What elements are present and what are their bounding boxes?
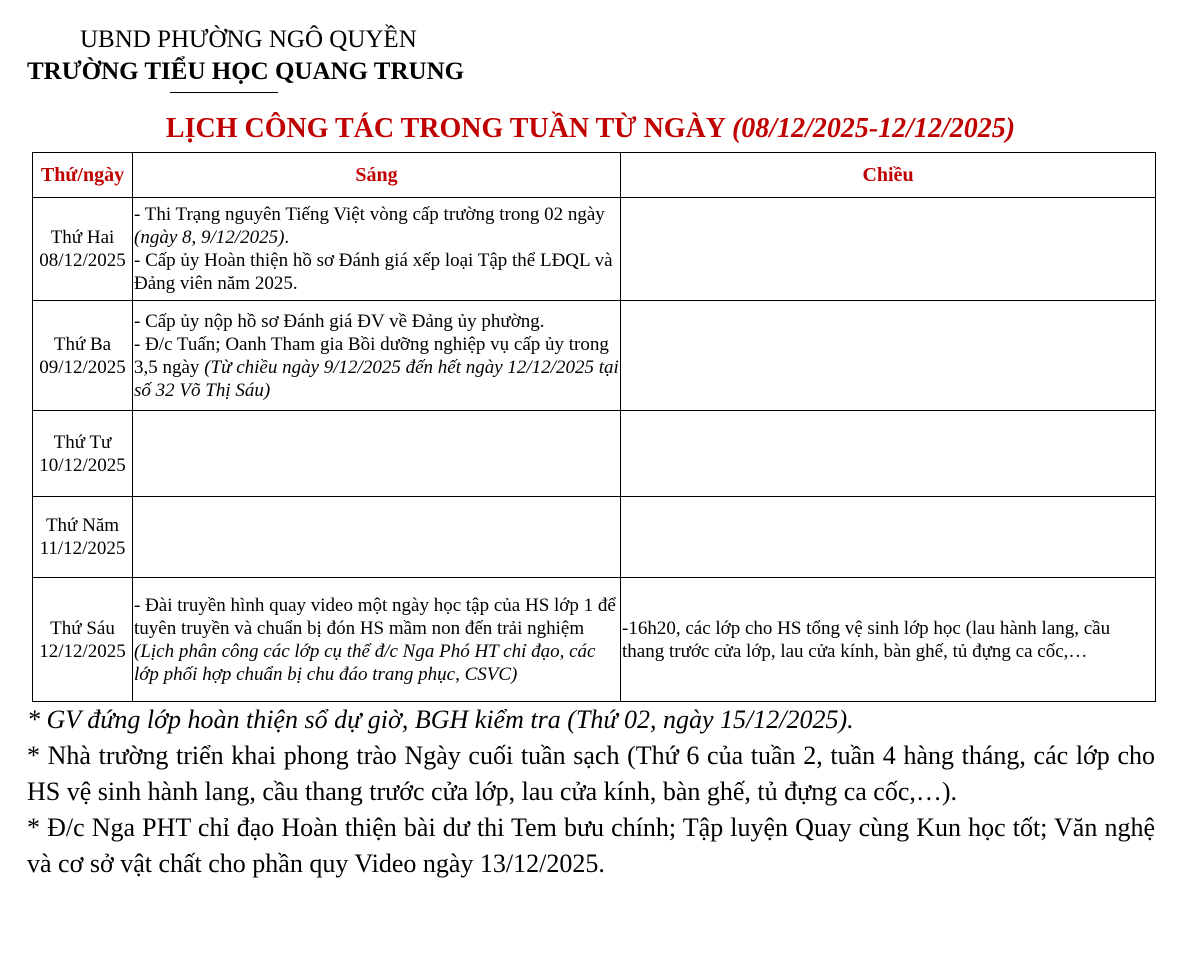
afternoon-cell bbox=[621, 301, 1156, 411]
day-date: 12/12/2025 bbox=[39, 640, 126, 662]
morning-cell bbox=[133, 578, 621, 702]
page-title bbox=[0, 112, 1181, 146]
cell-text: - Cấp ủy nộp hồ sơ Đánh giá ĐV về Đảng ủy phường. bbox=[134, 310, 545, 332]
day-name: Thứ Năm bbox=[45, 515, 120, 536]
cell-text: . bbox=[284, 227, 290, 248]
italic-text: (ngày 8, 9/12/2025) bbox=[134, 227, 285, 248]
morning-cell bbox=[133, 411, 621, 497]
table-row bbox=[33, 497, 1156, 578]
header-morning: Sáng bbox=[133, 153, 621, 198]
day-date: 10/12/2025 bbox=[39, 454, 126, 476]
italic-text: (Từ chiều ngày 9/12/2025 đến hết ngày 12/12/2025 tại số 32 Võ Thị Sáu) bbox=[134, 356, 619, 401]
day-name: Thứ Tư bbox=[53, 431, 112, 453]
morning-cell bbox=[133, 301, 621, 411]
day-cell bbox=[33, 411, 133, 497]
day-date: 11/12/2025 bbox=[39, 538, 126, 559]
afternoon-cell bbox=[621, 411, 1156, 497]
morning-cell bbox=[133, 198, 621, 301]
header-underline bbox=[170, 92, 278, 93]
table-row bbox=[33, 301, 1156, 411]
day-name: Thứ Ba bbox=[53, 333, 112, 355]
table-row bbox=[33, 578, 1156, 702]
table-header-row bbox=[33, 153, 1156, 198]
day-cell bbox=[33, 497, 133, 578]
cell-text: - Thi Trạng nguyên Tiếng Việt vòng cấp trường trong 02 ngày bbox=[134, 204, 605, 225]
school-name: TRƯỜNG TIỂU HỌC QUANG TRUNG bbox=[27, 58, 465, 85]
header-day: Thứ/ngày bbox=[33, 153, 133, 198]
morning-cell bbox=[133, 497, 621, 578]
note-item: * Đ/c Nga PHT chỉ đạo Hoàn thiện bài dư thi Tem bưu chính; Tập luyện Quay cùng Kun học tốt; Văn nghệ và cơ sở vật chất cho phần quy Video ngày 13/12/2025. bbox=[27, 813, 1155, 878]
afternoon-cell bbox=[621, 578, 1156, 702]
cell-text: -16h20, các lớp cho HS tổng vệ sinh lớp học (lau hành lang, cầu thang trước cửa lớp, lau cửa kính, bàn ghế, tủ đựng ca cốc,… bbox=[622, 617, 1111, 662]
organization-name: UBND PHƯỜNG NGÔ QUYỀN bbox=[80, 26, 417, 53]
cell-text: - Cấp ủy Hoàn thiện hồ sơ Đánh giá xếp loại Tập thể LĐQL và Đảng viên năm 2025. bbox=[134, 250, 613, 294]
title-dates: (08/12/2025-12/12/2025) bbox=[731, 113, 1016, 144]
day-name: Thứ Hai bbox=[50, 227, 115, 248]
afternoon-cell bbox=[621, 198, 1156, 301]
header-afternoon: Chiều bbox=[621, 153, 1156, 198]
day-date: 08/12/2025 bbox=[39, 250, 126, 271]
title-main: LỊCH CÔNG TÁC TRONG TUẦN TỪ NGÀY bbox=[165, 113, 732, 144]
day-cell bbox=[33, 578, 133, 702]
cell-text: - Đ/c Tuấn; Oanh Tham gia Bồi dưỡng nghiệp vụ cấp ủy trong 3,5 ngày bbox=[134, 333, 609, 378]
table-row bbox=[33, 198, 1156, 301]
italic-text: (Lịch phân công các lớp cụ thể đ/c Nga Phó HT chỉ đạo, các lớp phối hợp chuẩn bị chu đáo trang phục, CSVC) bbox=[134, 640, 596, 685]
day-cell bbox=[33, 301, 133, 411]
cell-text: - Đài truyền hình quay video một ngày học tập của HS lớp 1 để tuyên truyền và chuẩn bị đón HS mầm non đến trải nghiệm bbox=[134, 594, 616, 639]
note-item: * Nhà trường triển khai phong trào Ngày cuối tuần sạch (Thứ 6 của tuần 2, tuần 4 hàng tháng, các lớp cho HS vệ sinh hành lang, cầu thang trước cửa lớp, lau cửa kính, bàn ghế, tủ đựng ca cốc,…). bbox=[27, 741, 1155, 806]
day-name: Thứ Sáu bbox=[50, 617, 115, 639]
weekly-schedule-table bbox=[32, 152, 1156, 702]
day-cell bbox=[33, 198, 133, 301]
notes-section bbox=[27, 702, 1155, 882]
afternoon-cell bbox=[621, 497, 1156, 578]
day-date: 09/12/2025 bbox=[39, 356, 126, 378]
table-row bbox=[33, 411, 1156, 497]
note-item: * GV đứng lớp hoàn thiện sổ dự giờ, BGH kiểm tra (Thứ 02, ngày 15/12/2025). bbox=[27, 705, 854, 734]
